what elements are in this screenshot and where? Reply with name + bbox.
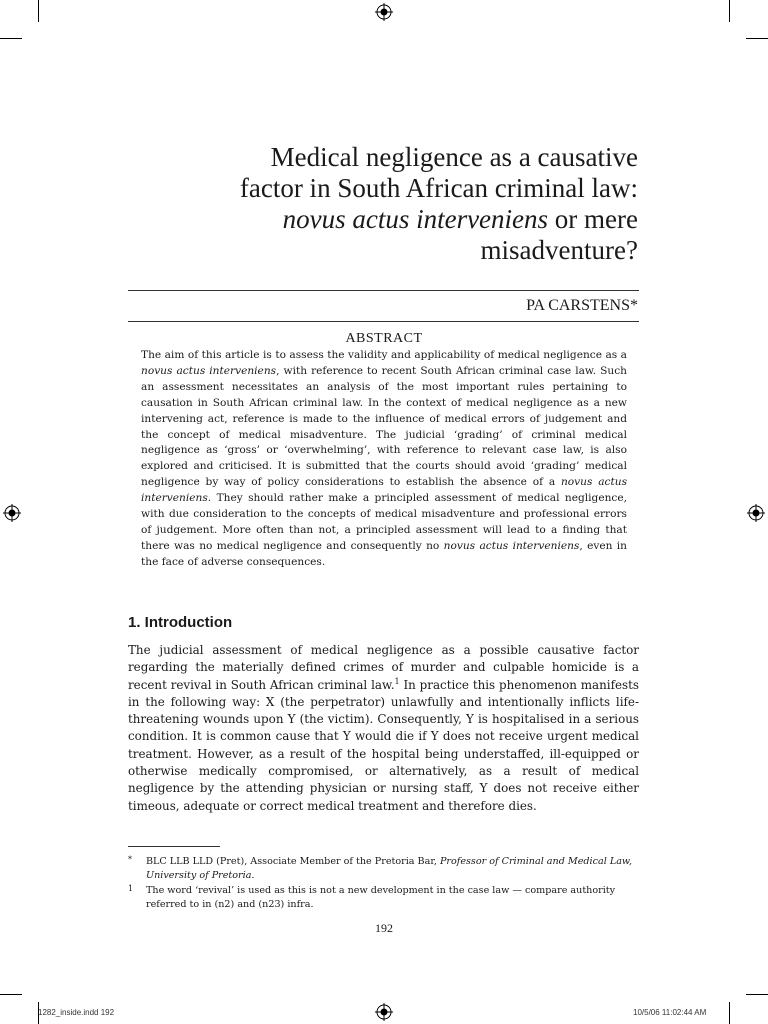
footnote-star xyxy=(128,855,639,883)
abstract-italic-1: novus actus interveniens xyxy=(141,364,277,377)
crop-mark-bottom-left-h xyxy=(0,994,22,995)
footnote-star-text xyxy=(146,855,639,883)
title-line-2: factor in South African criminal law: xyxy=(239,173,638,203)
registration-mark-bottom-icon xyxy=(375,1003,393,1021)
page-number: 192 xyxy=(375,921,393,935)
abstract-heading: ABSTRACT xyxy=(345,331,423,346)
article-title xyxy=(118,142,638,266)
title-line-4: misadventure? xyxy=(480,235,638,265)
footnote-rule xyxy=(128,846,220,847)
slug-datetime: 10/5/06 11:02:44 AM xyxy=(633,1008,707,1017)
registration-mark-right-icon xyxy=(747,504,765,522)
footnote-ref-1[interactable]: 1 xyxy=(394,676,400,686)
title-line-3 xyxy=(118,204,638,235)
title-rule-bottom xyxy=(128,321,639,322)
abstract-text-1: The aim of this article is to assess the validity and applicability of medical negligence as a xyxy=(141,349,627,361)
footnote-star-italic: Professor of Criminal and Medical Law, University of Pretoria. xyxy=(146,856,633,881)
slug-file: 1282_inside.indd 192 xyxy=(38,1008,115,1017)
footnote-1-mark: 1 xyxy=(128,884,134,893)
title-line-3-rest: or mere xyxy=(548,204,638,234)
crop-mark-top-right-h xyxy=(746,38,768,39)
crop-mark-bottom-right-h xyxy=(746,994,768,995)
intro-text-2: In practice this phenomenon manifests in the following way: X (the perpetrator) unlawfully and intentionally inflicts life-threatening wounds upon Y (the victim). Consequently, Y is hospitalised in a serious condition. It is common cause that Y would die if Y does not receive urgent medical treatment. However, as a result of the hospital being understaffed, ill-equipped or otherwise medically compromised, or alternatively, as a result of medical negligence by the attending physician or nursing staff, Y does not receive either timeous, adequate or correct medical treatment and therefore dies. xyxy=(128,677,639,813)
section-heading-introduction: 1. Introduction xyxy=(128,614,233,631)
footnote-1-text: The word ‘revival’ is used as this is not a new development in the case law — compare authority referred to in (n2) and (n23) infra. xyxy=(146,885,616,910)
crop-mark-top-left xyxy=(38,0,39,22)
crop-mark-bottom-right xyxy=(729,1002,730,1024)
abstract-italic-2: novus actus interveniens xyxy=(141,476,628,505)
abstract-italic-3: novus actus interveniens xyxy=(443,539,580,552)
title-line-3-italic: novus actus interveniens xyxy=(282,204,549,234)
abstract-text-3: . They should rather make a principled assessment of medical negligence, with due consideration to the concepts of medical misadventure and professional errors of judgement. More often than not, a principled assessment will lead to a finding that there was no medical negligence and consequently no xyxy=(141,492,627,552)
author-name: PA CARSTENS* xyxy=(526,297,638,314)
crop-mark-top-left-h xyxy=(0,38,22,39)
registration-mark-top-icon xyxy=(375,3,393,21)
title-rule-top xyxy=(128,290,639,291)
abstract-text-4: , even in the face of adverse consequences. xyxy=(141,539,628,568)
title-line-1: Medical negligence as a causative xyxy=(270,142,638,172)
footnote-star-plain: BLC LLB LLD (Pret), Associate Member of the Pretoria Bar, xyxy=(146,856,440,867)
abstract-text-2: , with reference to recent South African criminal case law. Such an assessment necessitates an analysis of the most important rules pertaining to causation in South African criminal law. In the context of medical negligence as a new intervening act, reference is made to the influence of medical errors of judgement and the concept of medical misadventure. The judicial ‘grading’ of criminal medical negligence as ‘gross’ or ‘overwhelming’, with reference to relevant case law, is also explored and criticised. It is submitted that the courts should avoid ‘grading’ medical negligence by way of policy considerations to establish the absence of a xyxy=(141,364,627,489)
footnote-star-mark: * xyxy=(128,855,132,864)
abstract-body xyxy=(141,348,627,571)
footnote-1 xyxy=(128,884,639,912)
crop-mark-top-right xyxy=(729,0,730,22)
intro-text-1: The judicial assessment of medical negligence as a possible causative factor regarding the materially defined crimes of murder and culpable homicide is a recent revival in South African criminal law. xyxy=(128,643,639,692)
registration-mark-left-icon xyxy=(3,504,21,522)
introduction-paragraph xyxy=(128,642,639,815)
